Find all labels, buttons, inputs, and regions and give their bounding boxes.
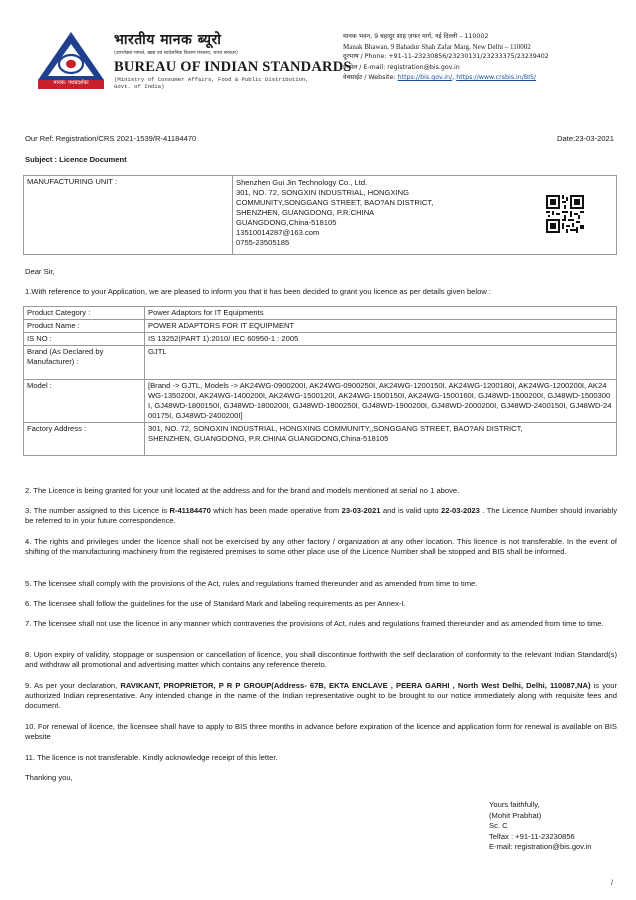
mfr-line: GUANGDONG,China-518105 bbox=[236, 218, 337, 227]
table-row bbox=[24, 346, 617, 380]
paragraph-10: 10. For renewal of licence, the licensee shall have to apply to BIS three months in advance before expiration of the licence and application form for renewal is available on BIS website bbox=[25, 722, 617, 742]
table-row bbox=[24, 333, 617, 346]
valid-upto-date: 22-03-2023 bbox=[441, 506, 480, 515]
ministry-english-2: Govt. of India) bbox=[114, 83, 165, 90]
org-name-english: BUREAU OF INDIAN STANDARDS bbox=[114, 59, 352, 75]
licence-details-table bbox=[23, 306, 617, 456]
website-link-bis[interactable]: https://bis.gov.in/ bbox=[397, 73, 453, 81]
mfr-line: Shenzhen Gui Jin Technology Co., Ltd. bbox=[236, 178, 368, 187]
email-line: ई–मेल / E-mail: registration@bis.gov.in bbox=[343, 63, 460, 71]
paragraph-11: 11. The licence is not transferable. Kindly acknowledge receipt of this letter. bbox=[25, 753, 278, 762]
valid-from-date: 23-03-2021 bbox=[341, 506, 381, 515]
detail-label: Model : bbox=[24, 380, 145, 423]
qr-cell bbox=[514, 176, 617, 255]
ministry-english-1: (Ministry of Consumer Affairs, Food & Public Distribution, bbox=[114, 76, 309, 83]
table-row bbox=[24, 307, 617, 320]
detail-value: POWER ADAPTORS FOR IT EQUIPMENT bbox=[145, 320, 617, 333]
mfr-line: 0755-23505185 bbox=[236, 238, 290, 247]
detail-value: GJTL bbox=[145, 346, 617, 380]
paragraph-6: 6. The licensee shall follow the guidelines for the use of Standard Mark and labeling requirements as per Annex-I. bbox=[25, 599, 406, 608]
table-row bbox=[24, 320, 617, 333]
website-line bbox=[343, 73, 633, 83]
mfr-line: COMMUNITY,SONGGANG STREET, BAO?AN DISTRICT, bbox=[236, 198, 434, 207]
salutation: Dear Sir, bbox=[25, 267, 55, 276]
bis-logo bbox=[36, 30, 106, 92]
subject-line: Subject : Licence Document bbox=[25, 155, 127, 164]
website-separator: , bbox=[452, 73, 457, 81]
signatory-email: E-mail: registration@bis.gov.in bbox=[489, 842, 592, 851]
address-hindi: मानक भवन, 9 बहादुर शाह ज़फर मार्ग, नई दिल्ली – 110002 bbox=[343, 33, 489, 40]
signatory-name: (Mohit Prabhat) bbox=[489, 810, 542, 820]
table-row bbox=[24, 423, 617, 456]
page-mark: / bbox=[611, 880, 613, 887]
paragraph-7: 7. The licensee shall not use the licence in any manner which contravenes the provisions of Act, rules and regulations framed thereunder and as amended from time to time. bbox=[25, 619, 604, 628]
sign-off: Yours faithfully, bbox=[489, 800, 540, 809]
address-english: Manak Bhawan, 9 Bahadur Shah Zafar Marg, New Delhi – 110002 bbox=[343, 43, 531, 52]
phone-line: दूरभाष / Phone: +91-11-23230856/23230131/23233375/23239402 bbox=[343, 53, 549, 61]
detail-label: IS NO : bbox=[24, 333, 145, 346]
logo-motto: मानक: पथप्रदर्शकः bbox=[53, 80, 89, 86]
detail-value: IS 13252(PART 1):2010/ IEC 60950-1 : 2005 bbox=[145, 333, 617, 346]
letter-date: Date:23-03-2021 bbox=[557, 134, 614, 143]
mfr-line: SHENZHEN, GUANGDONG, P.R.CHINA bbox=[236, 208, 375, 217]
closing: Thanking you, bbox=[25, 773, 73, 782]
detail-value: [Brand -> GJTL, Models -> AK24WG-0900200I, AK24WG-0900250I, AK24WG-1200150I, AK24WG-1200180I, AK24WG-1200200I, AK24WG-1350200I, AK24WG-1400200I, AK24WG-1500120I, AK24WG-1500150I, AK24WG-1500160I, GJ48WD-1500200I, GJ48WD-1500300I, GJ48WD-1800150I, GJ48WD-1800200I, GJ48WD-1800250I, GJ48WD-1900200I, GJ48WD-2000200I, GJ48WD-2400150I, GJ48WD-2400175I, GJ48WD-2400200I] bbox=[145, 380, 617, 423]
signature-block bbox=[489, 800, 592, 853]
detail-value: 301, NO. 72, SONGXIN INDUSTRIAL, HONGXING COMMUNITY,,SONGGANG STREET, BAO?AN DISTRICT, SHENZHEN, GUANGDONG, P.R.CHINA GUANGDONG,China-518105 bbox=[145, 423, 617, 456]
paragraph-8: 8. Upon expiry of validity, stoppage or suspension or cancellation of licence, you shall discontinue forthwith the self declaration of conformity to the relevant Indian Standard(s) and withdraw all promotional and advertising matter which contains any reference thereto. bbox=[25, 650, 617, 670]
indian-representative: RAVIKANT, PROPRIETOR, P R P GROUP(Address- 67B, EKTA ENCLAVE , PEERA GARHI , North West Delhi, Delhi, 110087,NA) bbox=[120, 681, 591, 690]
paragraph-5: 5. The licensee shall comply with the provisions of the Act, rules and regulations framed thereunder and as amended from time to time. bbox=[25, 579, 478, 588]
para9-text: 9. As per your declaration, bbox=[25, 681, 121, 690]
signatory-designation: Sc. C bbox=[489, 821, 508, 830]
licence-number: R-41184470 bbox=[169, 506, 211, 515]
paragraph-3 bbox=[25, 506, 617, 526]
detail-label: Product Name : bbox=[24, 320, 145, 333]
paragraph-1: 1.With reference to your Application, we are pleased to inform you that it has been decided to grant you licence as per details given below : bbox=[25, 287, 492, 296]
website-label: वेबसाईट / Website: bbox=[343, 73, 398, 81]
website-link-crsbis[interactable]: https://www.crsbis.in/BIS/ bbox=[456, 73, 537, 81]
org-name-hindi: भारतीय मानक ब्यूरो bbox=[114, 32, 222, 48]
mfr-line: 13510014287@163.com bbox=[236, 228, 320, 237]
para3-text: which has been made operative from bbox=[210, 506, 342, 515]
para3-text: and is valid upto bbox=[380, 506, 442, 515]
detail-label: Brand (As Declared by Manufacturer) : bbox=[24, 346, 145, 380]
table-row bbox=[24, 380, 617, 423]
reference-number: Our Ref: Registration/CRS 2021-1539/R-41184470 bbox=[25, 134, 197, 143]
para3-text: 3. The number assigned to this Licence is bbox=[25, 506, 170, 515]
ministry-hindi: (उपभोक्ता मामले, खाद्य एवं सार्वजनिक वितरण मंत्रालय, भारत सरकार) bbox=[114, 51, 238, 56]
paragraph-4: 4. The rights and privileges under the licence shall not be exercised by any other factory / organization at any other location. This licence is not transferable. In the event of shifting of the manufacturing machinery from the registered premises to some other place use of the Licence Number shall be stopped and BIS shall be informed. bbox=[25, 537, 617, 557]
manufacturing-label: MANUFACTURING UNIT : bbox=[24, 176, 233, 255]
paragraph-2: 2. The Licence is being granted for your unit located at the address and for the brand and models mentioned at serial no 1 above. bbox=[25, 486, 460, 495]
paragraph-9 bbox=[25, 681, 617, 712]
signatory-telfax: Telfax : +91-11-23230856 bbox=[489, 831, 575, 841]
detail-label: Product Category : bbox=[24, 307, 145, 320]
manufacturing-details bbox=[233, 176, 515, 255]
detail-value: Power Adaptors for IT Equipments bbox=[145, 307, 617, 320]
detail-label: Factory Address : bbox=[24, 423, 145, 456]
mfr-line: 301, NO. 72, SONGXIN INDUSTRIAL, HONGXING bbox=[236, 188, 410, 197]
qr-code-icon bbox=[546, 195, 584, 233]
header-contact bbox=[343, 32, 633, 83]
manufacturing-unit-table bbox=[23, 175, 617, 255]
para9-text: is your authorized Indian representative. Any intended change in the name of the Indian representative ought to be brought to our notice immediately along with requisite fees and document. bbox=[25, 681, 617, 711]
para3-text: . The Licence Number should invariably be referred to in your future correspondence. bbox=[25, 506, 617, 526]
